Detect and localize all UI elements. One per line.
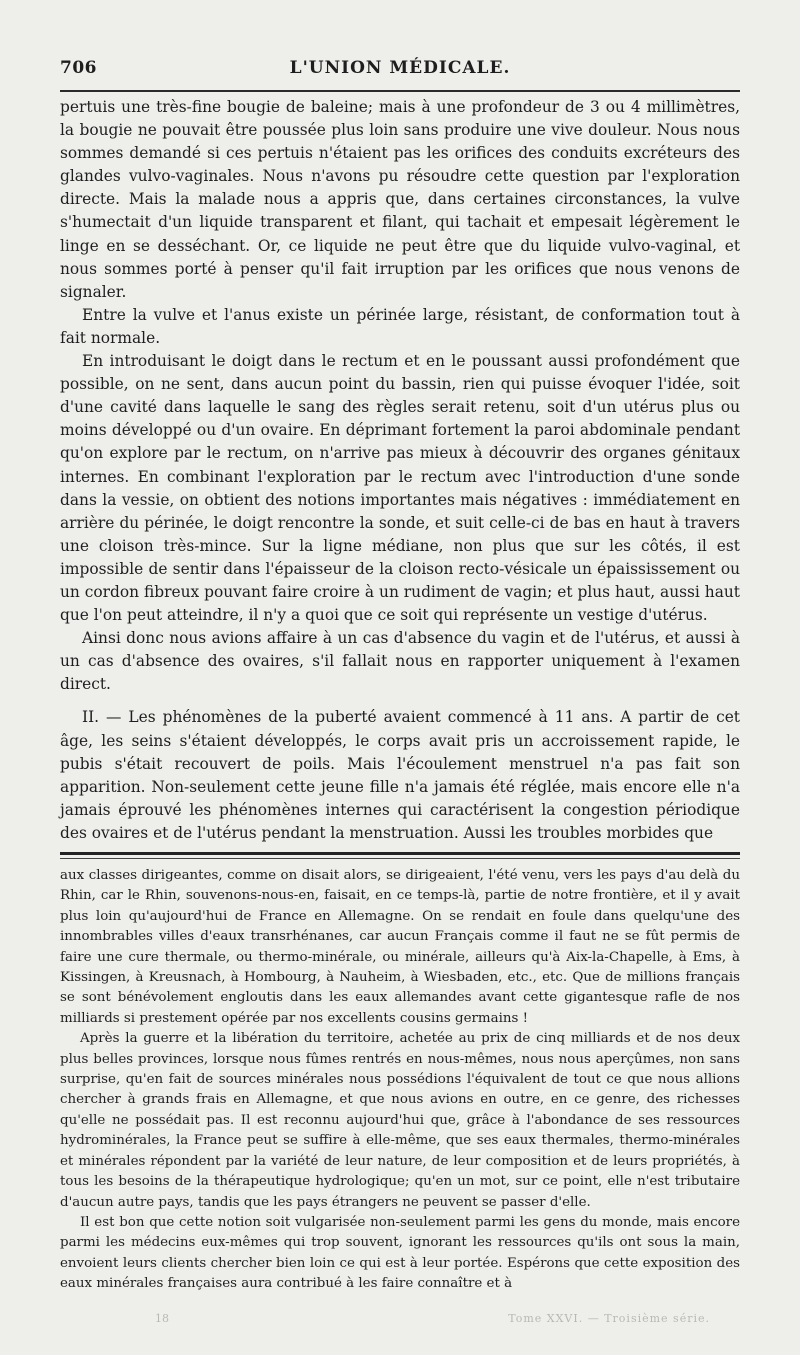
header-rule [60, 90, 740, 92]
page-number: 706 [60, 58, 97, 78]
feuilleton-rule-thin [60, 858, 740, 859]
paragraph: En introduisant le doigt dans le rectum et en le poussant aussi profondément que possible, on ne sent, dans aucun point du bassin, rien qui puisse évoquer l'idée, soit d'une cavité dans laquelle le sang des règles serait retenu, soit d'un utérus plus ou moins développé ou d'un ovaire. En déprimant fortement la paroi abdominale pendant qu'on explore par le rectum, on n'arrive pas mieux à découvrir des organes génitaux internes. En combinant l'exploration par le rectum avec l'introduction d'une sonde dans la vessie, on obtient des notions importantes mais négatives : immédiatement en arrière du périnée, le doigt rencontre la sonde, et suit celle-ci de bas en haut à travers une cloison très-mince. Sur la ligne médiane, non plus que sur les côtés, il est impossible de sentir dans l'épaisseur de la cloison recto-vésicale un épaississement ou un cordon fibreux pouvant faire croire à un rudiment de vagin; et plus haut, aussi haut que l'on peut atteindre, il n'y a quoi que ce soit qui représente un vestige d'utérus. [60, 352, 740, 625]
main-text [60, 96, 740, 845]
paragraph: Ainsi donc nous avions affaire à un cas d'absence du vagin et de l'utérus, et aussi à un cas d'absence des ovaires, s'il fallait nous en rapporter uniquement à l'examen direct. [60, 629, 740, 694]
volume-line: Tome XXVI. — Troisième série. [508, 1312, 710, 1325]
paragraph: II. — Les phénomènes de la puberté avaient commencé à 11 ans. A partir de cet âge, les seins s'étaient développés, le corps avait pris un accroissement rapide, le pubis s'était recouvert de poils. Mais l'écoulement menstruel n'a pas fait son apparition. Non-seulement cette jeune fille n'a jamais été réglée, mais encore elle n'a jamais éprouvé les phénomènes internes qui caractérisent la congestion périodique des ovaires et de l'utérus pendant la menstruation. Aussi les troubles morbides que [60, 708, 740, 842]
running-title: L'UNION MÉDICALE. [289, 58, 511, 78]
page-header [60, 58, 740, 84]
page-footer [60, 1312, 740, 1332]
paragraph: Entre la vulve et l'anus existe un périnée large, résistant, de conformation tout à fait normale. [60, 305, 740, 347]
feuilleton-rule [60, 852, 740, 855]
feuilleton-paragraph: Après la guerre et la libération du territoire, achetée au prix de cinq milliards et de nos deux plus belles provinces, lorsque nous fûmes rentrés en nous-mêmes, nous nous aperçûmes, non sans surprise, qu'en fait de sources minérales nous possédions l'équivalent de tout ce que nous allions chercher à grands frais en Allemagne, et que nous avions en outre, en ce genre, des richesses qu'elle ne possédait pas. Il est reconnu aujourd'hui que, grâce à l'abondance de ses ressources hydrominérales, la France peut se suffire à elle-même, que ses eaux thermales, thermo-minérales et minérales répondent par la variété de leur nature, de leur composition et de leurs propriétés, à tous les besoins de la thérapeutique hydrologique; qu'en un mot, sur ce point, elle n'est tributaire d'aucun autre pays, tandis que les pays étrangers ne peuvent se passer d'elle. [60, 1031, 740, 1210]
feuilleton-paragraph: aux classes dirigeantes, comme on disait alors, se dirigeaient, l'été venu, vers les pays d'au delà du Rhin, car le Rhin, souvenons-nous-en, faisait, en ce temps-là, partie de notre frontière, et il y avait plus loin qu'aujourd'hui de France en Allemagne. On se rendait en foule dans quelqu'une des innombrables villes d'eaux transrhénanes, car aucun Français comme il faut ne se fût permis de faire une cure thermale, ou thermo-minérale, ou minérale, ailleurs qu'à Aix-la-Chapelle, à Ems, à Kissingen, à Kreusnach, à Hombourg, à Nauheim, à Wiesbaden, etc., etc. Que de millions français se sont bénévolement engloutis dans les eaux allemandes avant cette gigantesque rafle de nos milliards si prestement opérée par nos excellents cousins germains ! [60, 868, 740, 1026]
feuilleton-text [60, 866, 740, 1295]
feuilleton-paragraph: Il est bon que cette notion soit vulgarisée non-seulement parmi les gens du monde, mais encore parmi les médecins eux-mêmes qui trop souvent, ignorant les ressources qu'ils ont sous la main, envoient leurs clients chercher bien loin ce qui est à leur portée. Espérons que cette exposition des eaux minérales françaises aura contribué à les faire connaître et à [60, 1214, 740, 1292]
paragraph: pertuis une très-fine bougie de baleine; mais à une profondeur de 3 ou 4 millimètres, la bougie ne pouvait être poussée plus loin sans produire une vive douleur. Nous nous sommes demandé si ces pertuis n'étaient pas les orifices des conduits excréteurs des glandes vulvo-vaginales. Nous n'avons pu résoudre cette question par l'exploration directe. Mais la malade nous a appris que, dans certaines circonstances, la vulve s'humectait d'un liquide transparent et filant, qui tachait et empesait légèrement le linge en se desséchant. Or, ce liquide ne peut être que du liquide vulvo-vaginal, et nous sommes porté à penser qu'il fait irruption par les orifices que nous venons de signaler. [60, 98, 740, 301]
signature-mark: 18 [155, 1312, 169, 1325]
